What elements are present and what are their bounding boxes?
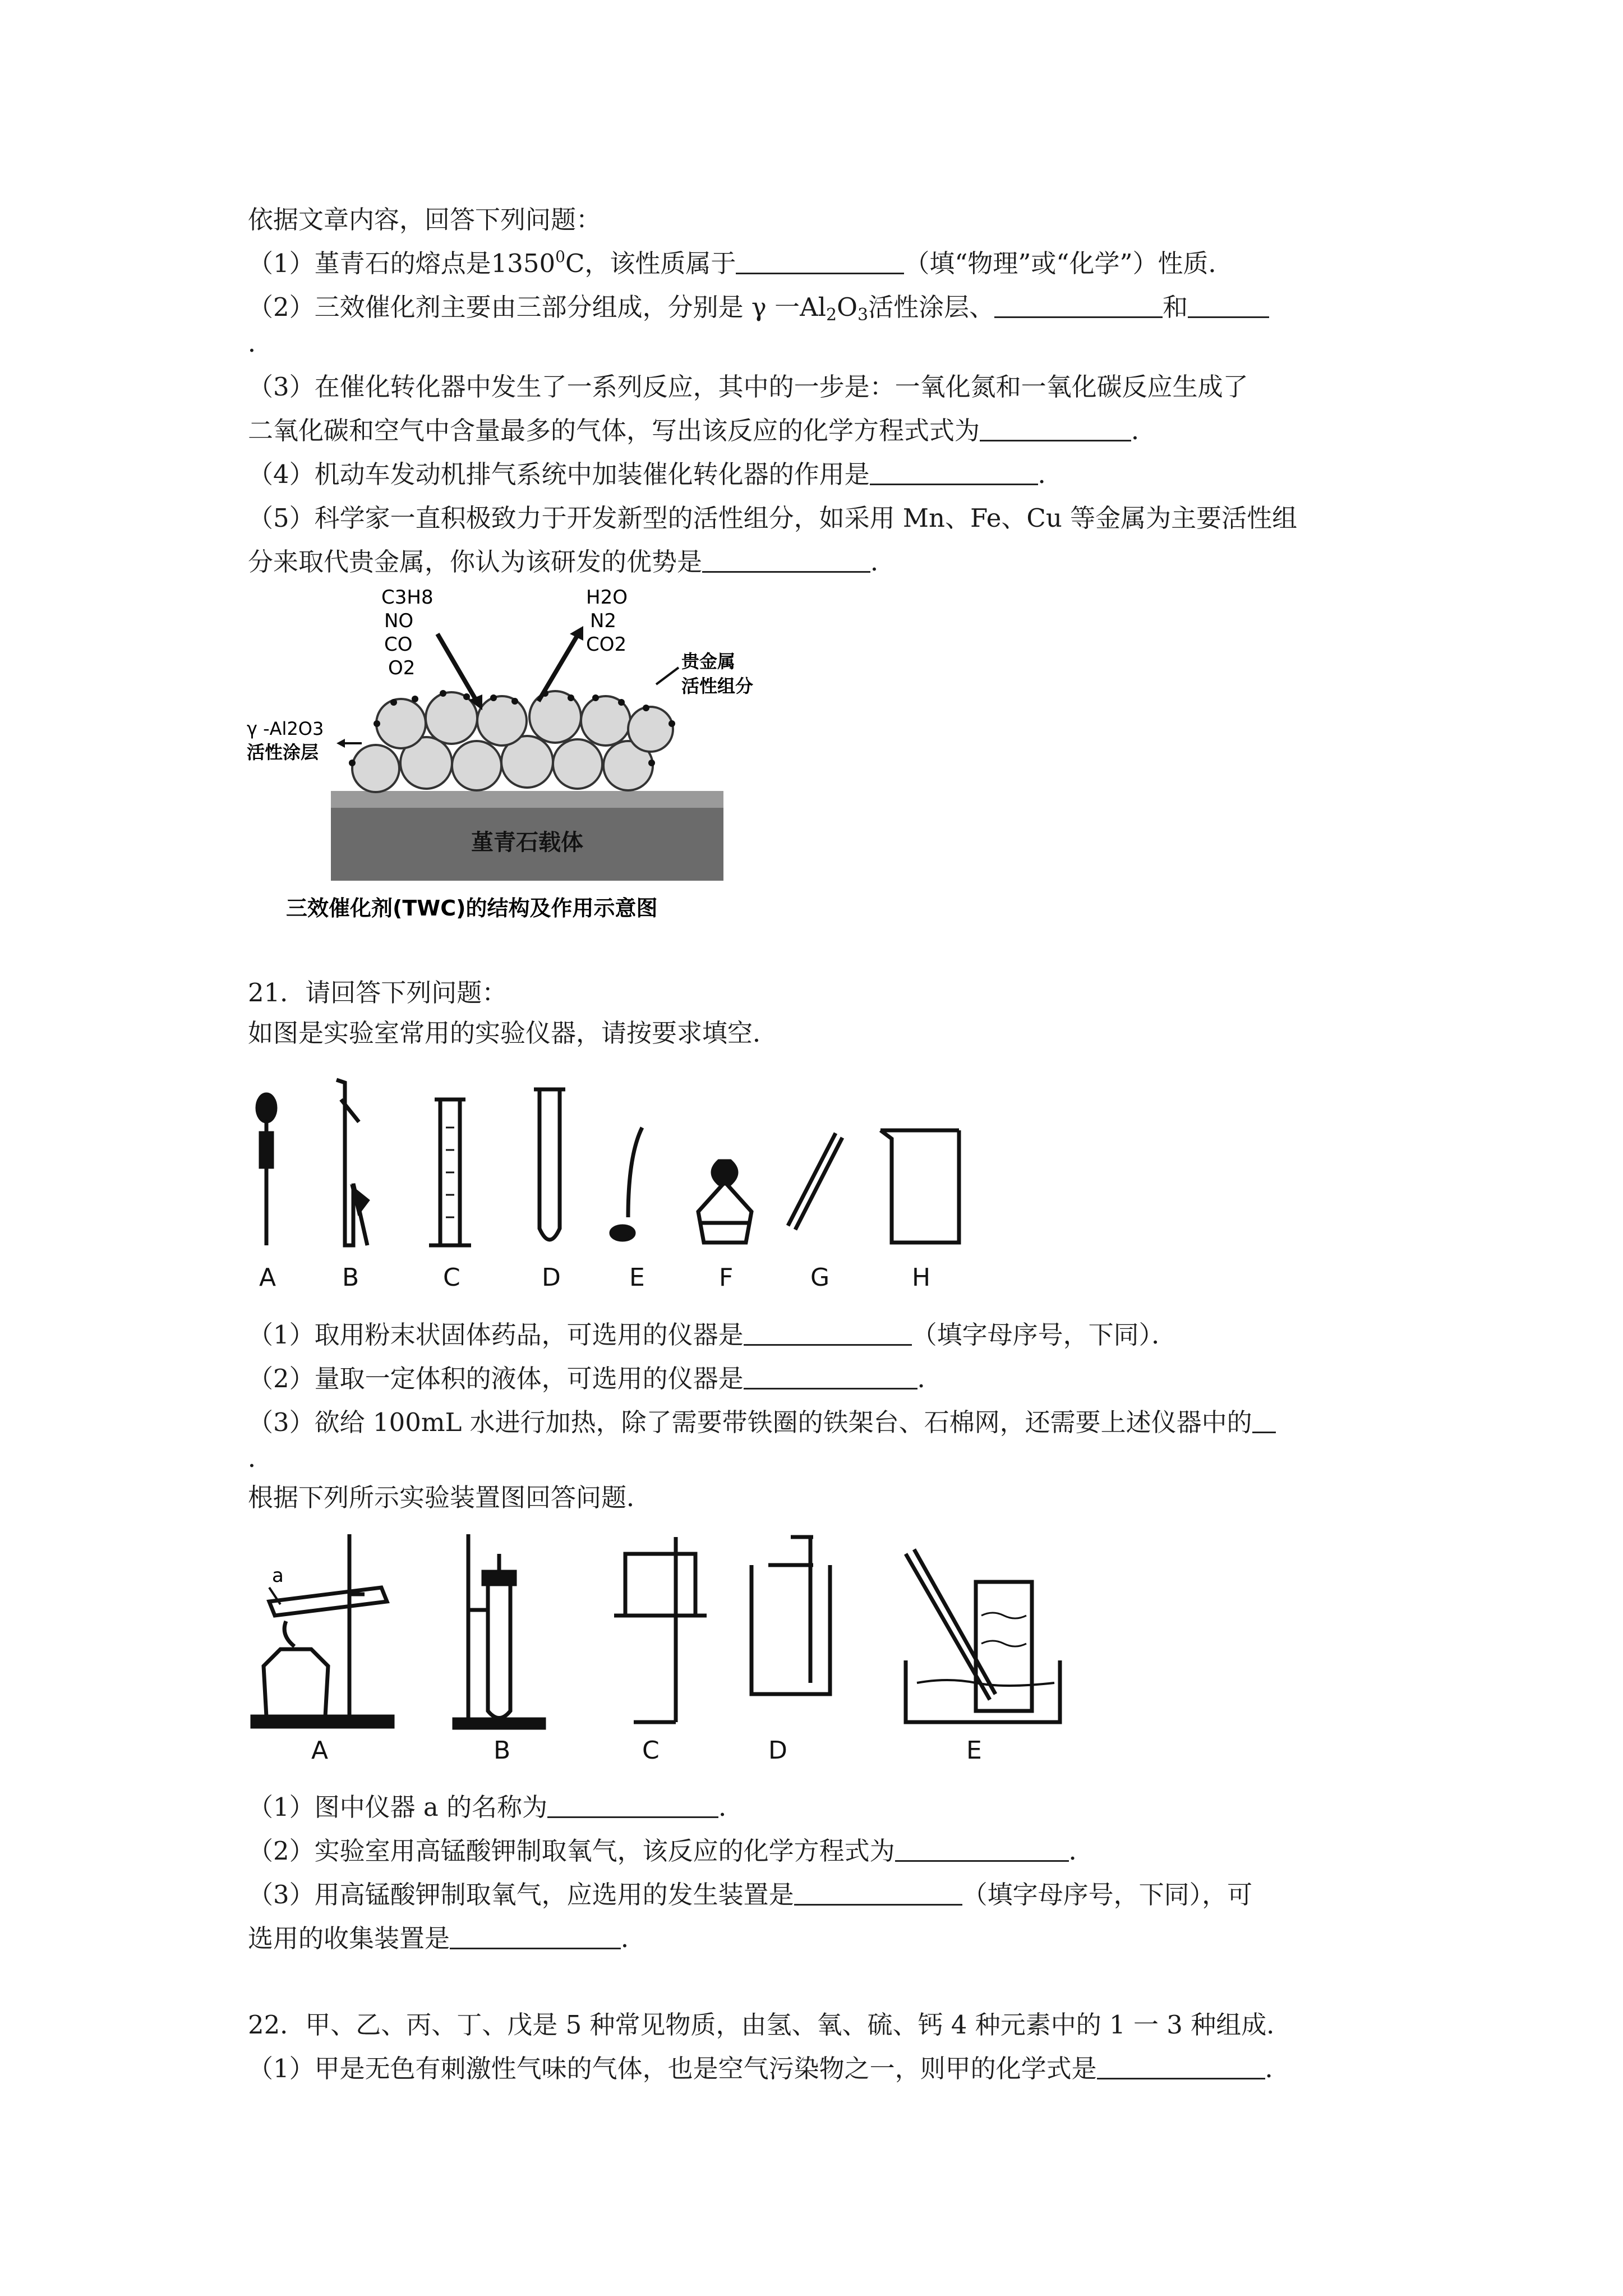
q20-p5-end: ． [870, 547, 896, 577]
in-gas-1: C3H8 [381, 586, 434, 609]
q20-p4-end: ． [1038, 459, 1063, 489]
q21-t2 [248, 1834, 1094, 1868]
q21-t3-text-a: （3）用高锰酸钾制取氧气，应选用的发生装置是 [248, 1880, 794, 1910]
instruments-figure [247, 1077, 1088, 1301]
q21-t3-line2 [248, 1922, 646, 1955]
noble-metal-label-2: 活性组分 [681, 675, 754, 697]
coating-label-2: 活性涂层 [247, 742, 319, 763]
q21-t1 [248, 1791, 744, 1824]
q20-part1 [248, 247, 1233, 280]
apparatus-letter-e: E [966, 1736, 982, 1765]
q20-p2-o: O [837, 292, 858, 322]
q21-s2 [248, 1362, 943, 1396]
answer-blank[interactable] [994, 292, 1163, 318]
apparatus-letter-c: C [642, 1736, 660, 1765]
q21-t3-text-c: 选用的收集装置是 [248, 1924, 450, 1953]
instrument-letter-b: B [342, 1263, 359, 1292]
q21-s1-text-a: （1）取用粉末状固体药品，可选用的仪器是 [248, 1320, 744, 1350]
q21-s1 [248, 1318, 1177, 1352]
q21-t1-text-b: ． [718, 1792, 744, 1822]
out-gas-3: CO2 [586, 633, 627, 656]
q20-part2 [248, 291, 1269, 324]
q20-p5-text: 分来取代贵金属，你认为该研发的优势是 [248, 547, 703, 577]
twc-structure-figure [247, 583, 763, 931]
out-gas-2: N2 [590, 610, 617, 632]
instrument-letter-f: F [719, 1263, 734, 1292]
answer-blank[interactable] [702, 546, 870, 573]
q20-part3-line2 [248, 414, 1156, 448]
coating-spheres [352, 691, 673, 792]
q21-title: 21．请回答下列问题： [248, 978, 508, 1007]
q21-t3 [248, 1878, 1252, 1912]
q20-p2-text-c: 和 [1163, 292, 1188, 322]
q22-title: 22．甲、乙、丙、丁、戊是 5 种常见物质，由氢、氧、硫、钙 4 种元素中的 1 一 3 种组成． [248, 2010, 1292, 2040]
apparatus-d-upward-collection [751, 1537, 830, 1694]
apparatus-letter-d: D [768, 1736, 787, 1765]
q22-s1 [248, 2052, 1290, 2086]
instrument-letter-d: D [542, 1263, 561, 1292]
answer-blank[interactable] [1097, 2053, 1265, 2079]
q21-t2-text-b: ． [1068, 1836, 1094, 1866]
q21-s3-end: ． [248, 1443, 274, 1473]
medicine-spoon-icon [611, 1128, 642, 1240]
q21-s3-text-a: （3）欲给 100mL 水进行加热，除了需要带铁圈的铁架台、石棉网，还需要上述仪器中的 [248, 1407, 1252, 1437]
q21-t2-text-a: （2）实验室用高锰酸钾制取氧气，该反应的化学方程式为 [248, 1836, 895, 1866]
q20-p1-text-a: （1）堇青石的熔点是1350 [248, 249, 556, 278]
instrument-letter-e: E [629, 1263, 645, 1292]
tweezers-icon [788, 1133, 842, 1230]
q20-part5-line2 [248, 545, 896, 579]
q21-s2-text-a: （2）量取一定体积的液体，可选用的仪器是 [248, 1364, 744, 1393]
instrument-letter-g: G [810, 1263, 830, 1292]
q21-s3 [248, 1406, 1276, 1439]
beaker-icon [880, 1130, 959, 1243]
answer-blank[interactable] [450, 1923, 621, 1949]
q20-p2-sub2: 3 [857, 305, 869, 325]
answer-blank[interactable] [736, 248, 904, 274]
apparatus-a-heating-setup [252, 1534, 393, 1727]
dropper-icon [257, 1094, 275, 1245]
test-tube-icon [534, 1089, 565, 1240]
apparatus-e-water-displacement [906, 1549, 1060, 1722]
noble-metal-label-1: 贵金属 [681, 651, 736, 672]
q20-p2-sub1: 2 [826, 305, 837, 325]
q21-s2-text-b: ． [917, 1364, 943, 1393]
apparatus-figure [247, 1531, 1088, 1767]
in-gas-4: O2 [388, 657, 416, 679]
apparatus-letter-a: A [311, 1736, 329, 1765]
out-gas-1: H2O [586, 586, 628, 609]
q21-intro: 如图是实验室常用的实验仪器，请按要求填空． [248, 1018, 778, 1048]
intro-text: 依据文章内容，回答下列问题： [248, 205, 602, 234]
q22-s1-text-a: （1）甲是无色有刺激性气味的气体，也是空气污染物之一，则甲的化学式是 [248, 2054, 1097, 2083]
alcohol-lamp-icon [698, 1161, 751, 1243]
q20-p1-text-b: C，该性质属于 [565, 249, 736, 278]
q21-s1-text-b: （填字母序号，下同）． [911, 1320, 1177, 1350]
answer-blank[interactable] [895, 1835, 1069, 1862]
apparatus-b-gas-generator [454, 1534, 544, 1728]
q20-p1-text-c: （填“物理”或“化学”）性质． [904, 249, 1234, 278]
answer-blank[interactable] [1188, 292, 1269, 318]
q20-p5-line1: （5）科学家一直积极致力于开发新型的活性组分，如采用 Mn、Fe、Cu 等金属为主要活性组 [248, 503, 1298, 533]
answer-blank[interactable] [744, 1363, 917, 1389]
instrument-letter-h: H [912, 1263, 931, 1292]
q20-p1-superscript: 0 [555, 247, 565, 266]
q20-p3-text: 二氧化碳和空气中含量最多的气体，写出该反应的化学方程式式为 [248, 416, 980, 445]
q20-p3-line1: （3）在催化转化器中发生了一系列反应，其中的一步是：一氧化氮和一氧化碳反应生成了 [248, 372, 1248, 402]
q21-intro2: 根据下列所示实验装置图回答问题． [248, 1483, 652, 1512]
answer-blank[interactable] [547, 1792, 718, 1818]
in-gas-3: CO [384, 633, 413, 656]
q20-part4 [248, 458, 1063, 491]
apparatus-a-label-a: a [272, 1565, 284, 1587]
answer-blank[interactable] [870, 459, 1038, 485]
test-tube-holder-icon [336, 1080, 367, 1245]
instrument-letter-c: C [443, 1263, 460, 1292]
q21-t3-text-b: （填字母序号，下同），可 [962, 1880, 1253, 1910]
graduated-cylinder-icon [429, 1099, 471, 1245]
apparatus-letter-b: B [494, 1736, 511, 1765]
q22-s1-text-b: ． [1265, 2054, 1290, 2083]
q20-p2-text-a: （2）三效催化剂主要由三部分组成，分别是 γ 一Al [248, 292, 827, 322]
q20-p2-end: ． [248, 328, 274, 358]
figure-caption: 三效催化剂(TWC)的结构及作用示意图 [286, 896, 658, 921]
instrument-letter-a: A [259, 1263, 276, 1292]
apparatus-c-downward-collection [614, 1537, 707, 1722]
answer-blank[interactable] [794, 1879, 962, 1906]
coating-label-1: γ -Al2O3 [247, 718, 324, 739]
q20-p3-end: ． [1131, 416, 1157, 445]
q20-p4-text: （4）机动车发动机排气系统中加装催化转化器的作用是 [248, 459, 870, 489]
q21-t1-text-a: （1）图中仪器 a 的名称为 [248, 1792, 548, 1822]
q21-t3-end: ． [621, 1924, 647, 1953]
answer-blank[interactable] [744, 1319, 912, 1346]
answer-blank[interactable] [980, 415, 1131, 441]
answer-blank[interactable] [1252, 1407, 1276, 1433]
substrate-label: 堇青石载体 [471, 830, 583, 855]
q20-p2-text-b: 活性涂层、 [868, 292, 995, 322]
in-gas-2: NO [384, 610, 414, 632]
